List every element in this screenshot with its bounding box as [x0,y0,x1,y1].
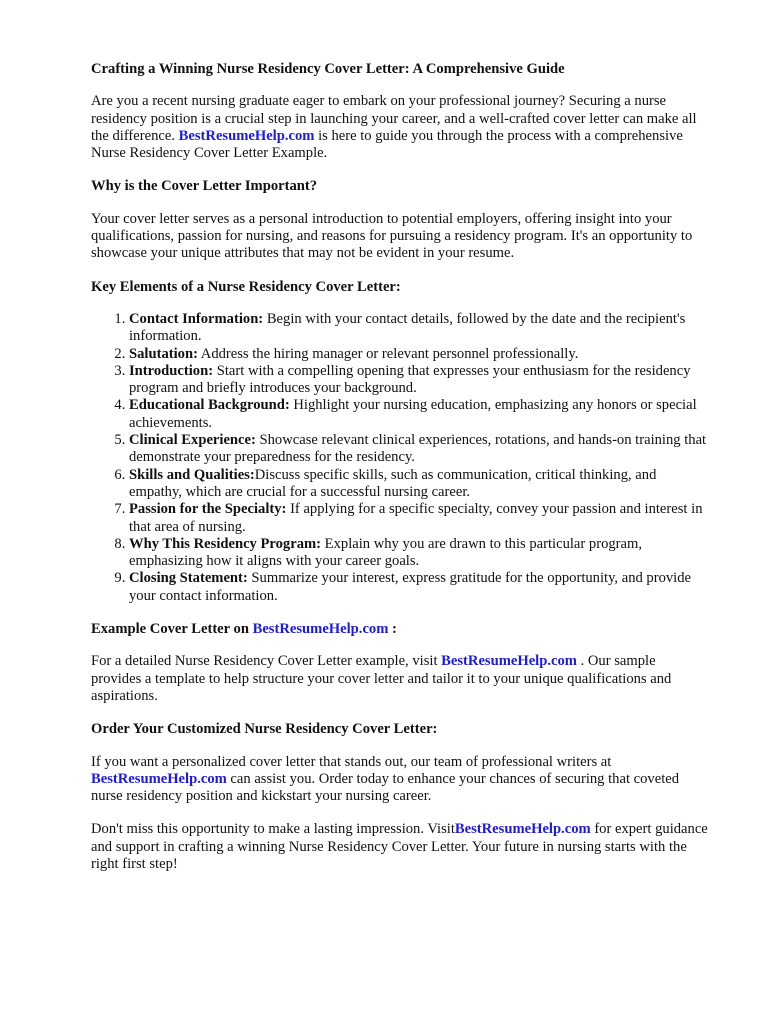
list-item-term: Salutation: [129,345,198,362]
order-link[interactable]: BestResumeHelp.com [91,770,227,787]
example-text-before: For a detailed Nurse Residency Cover Letter example, visit [91,653,442,670]
list-item-text: Discuss specific skills, such as communication, critical thinking, and empathy, which are crucial for a successful nursing career. [129,466,657,500]
why-heading: Why is the Cover Letter Important? [91,178,318,195]
intro-paragraph [91,93,708,162]
example-heading-link[interactable]: BestResumeHelp.com [252,621,389,638]
list-item-text: Highlight your nursing education, emphasizing any honors or special achievements. [129,397,697,431]
intro-text-before: Are you a recent nursing graduate eager to embark on your professional journey? Securing a nurse residency position is a crucial step in launching your career, and a well-crafted cover letter can make all the difference. [91,93,697,144]
list-item [129,397,708,432]
list-item-term: Closing Statement: [129,570,248,587]
closing-paragraph [91,821,708,873]
example-heading [91,621,708,638]
example-heading-after: : [388,621,397,638]
list-item-term: Introduction: [129,362,214,379]
list-item-text: Start with a compelling opening that expresses your enthusiasm for the residency program and briefly introduces your background. [129,362,691,397]
closing-link[interactable]: BestResumeHelp.com [454,821,591,838]
list-item [129,432,708,467]
closing-text-before: Don't miss this opportunity to make a lasting impression. Visit [91,821,455,838]
list-item [129,536,708,571]
list-item [129,363,708,398]
why-paragraph: Your cover letter serves as a personal introduction to potential employers, offering insight into your qualifications, passion for nursing, and reasons for pursuing a residency program. It's an opportunity to showcase your unique attributes that may not be evident in your resume. [91,210,693,262]
list-item-term: Why This Residency Program: [129,535,322,552]
list-item-text: Address the hiring manager or relevant personnel professionally. [197,345,579,362]
list-item [129,311,708,346]
list-item [129,346,708,363]
list-item-term: Skills and Qualities: [129,466,255,483]
order-heading: Order Your Customized Nurse Residency Cover Letter: [91,721,438,738]
closing-text-after: for expert guidance and support in crafting a winning Nurse Residency Cover Letter. Your future in nursing starts with the right first step! [91,821,708,872]
list-item-text: Begin with your contact details, followed by the date and the recipient's information. [129,310,686,345]
key-elements-list [91,311,708,605]
order-text-after: can assist you. Order today to enhance your chances of securing that coveted nurse residency position and kickstart your nursing career. [91,770,680,805]
order-paragraph [91,754,708,806]
list-item-text: If applying for a specific specialty, convey your passion and interest in that area of nursing. [129,501,703,535]
list-item [129,570,708,605]
page-title: Crafting a Winning Nurse Residency Cover Letter: A Comprehensive Guide [91,61,565,77]
list-item-term: Educational Background: [129,397,290,414]
list-item [129,501,708,536]
list-item [129,467,708,502]
intro-text-after: is here to guide you through the process with a comprehensive Nurse Residency Cover Letter Example. [91,127,683,162]
list-item-term: Passion for the Specialty: [129,501,287,518]
example-text-after: . Our sample provides a template to help structure your cover letter and tailor it to your unique qualifications and aspirations. [91,653,672,704]
list-item-term: Contact Information: [129,310,264,327]
list-item-text: Summarize your interest, express gratitude for the opportunity, and provide your contact information. [129,570,692,604]
example-heading-before: Example Cover Letter on [91,621,253,638]
key-elements-heading: Key Elements of a Nurse Residency Cover Letter: [91,278,401,295]
list-item-text: Explain why you are drawn to this particular program, emphasizing how it aligns with your career goals. [129,535,643,570]
list-item-text: Showcase relevant clinical experiences, rotations, and hands-on training that demonstrate your preparedness for the residency. [129,432,707,466]
intro-link[interactable]: BestResumeHelp.com [178,127,315,144]
list-item-term: Clinical Experience: [129,432,256,449]
order-text-before: If you want a personalized cover letter that stands out, our team of professional writers at [91,753,612,770]
example-paragraph [91,653,708,705]
example-link[interactable]: BestResumeHelp.com [441,653,577,670]
